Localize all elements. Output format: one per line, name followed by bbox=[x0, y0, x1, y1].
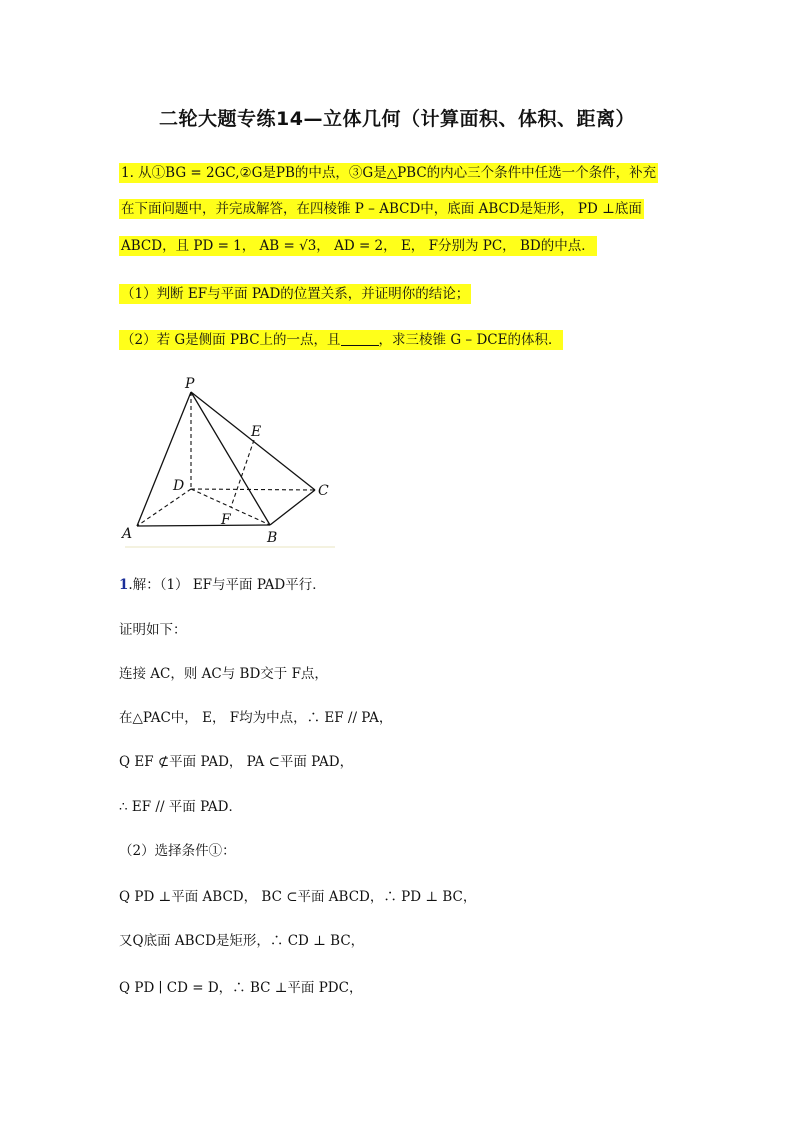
solution-line-8: Q PD ⊥平面 ABCD， BC ⊂平面 ABCD，∴ PD ⊥ BC， bbox=[119, 889, 477, 905]
vertex-label-b: B bbox=[267, 530, 278, 546]
solution-line-7: （2）选择条件①： bbox=[119, 843, 236, 859]
point-label-f: F bbox=[221, 512, 231, 528]
solution-line-3: 连接 AC，则 AC与 BD交于 F点， bbox=[119, 666, 328, 682]
solution-line-5: Q EF ⊄平面 PAD， PA ⊂平面 PAD， bbox=[119, 754, 354, 770]
solution-line-9: 又Q底面 ABCD是矩形，∴ CD ⊥ BC， bbox=[119, 933, 365, 949]
problem-line-2: 在下面问题中，并完成解答，在四棱锥 P – ABCD中，底面 ABCD是矩形， PD ⊥底面 bbox=[121, 201, 642, 217]
question-1: （1）判断 EF与平面 PAD的位置关系，并证明你的结论； bbox=[121, 286, 470, 302]
problem-line-3: ABCD，且 PD = 1， AB = √3， AD = 2， E， F分别为 PC， BD的中点． bbox=[121, 238, 595, 254]
solution-line-10: Q PD ∣ CD = D，∴ BC ⊥平面 PDC， bbox=[119, 980, 363, 996]
pyramid-figure bbox=[115, 372, 345, 554]
solution-line-4: 在△PAC中， E， F均为中点，∴ EF // PA， bbox=[119, 710, 393, 726]
vertex-label-d: D bbox=[173, 478, 185, 494]
solution-line-6: ∴ EF // 平面 PAD． bbox=[119, 799, 242, 815]
fill-in-blank bbox=[341, 333, 379, 346]
question-2: （2）若 G是侧面 PBC上的一点，且 ，求三棱锥 G – DCE的体积． bbox=[121, 332, 562, 348]
page-title: 二轮大题专练14—立体几何（计算面积、体积、距离） bbox=[159, 108, 635, 130]
problem-line-1: 1. 从①BG = 2GC,②G是PB的中点，③G是△PBC的内心三个条件中任选一个条件，补充 bbox=[121, 165, 657, 181]
vertex-label-a: A bbox=[122, 526, 133, 542]
vertex-label-p: P bbox=[185, 376, 195, 392]
vertex-label-c: C bbox=[318, 483, 329, 499]
point-label-e: E bbox=[251, 424, 262, 440]
solution-line-1: 1.解：（1） EF与平面 PAD平行． bbox=[119, 577, 326, 593]
solution-line-2: 证明如下： bbox=[119, 622, 187, 638]
